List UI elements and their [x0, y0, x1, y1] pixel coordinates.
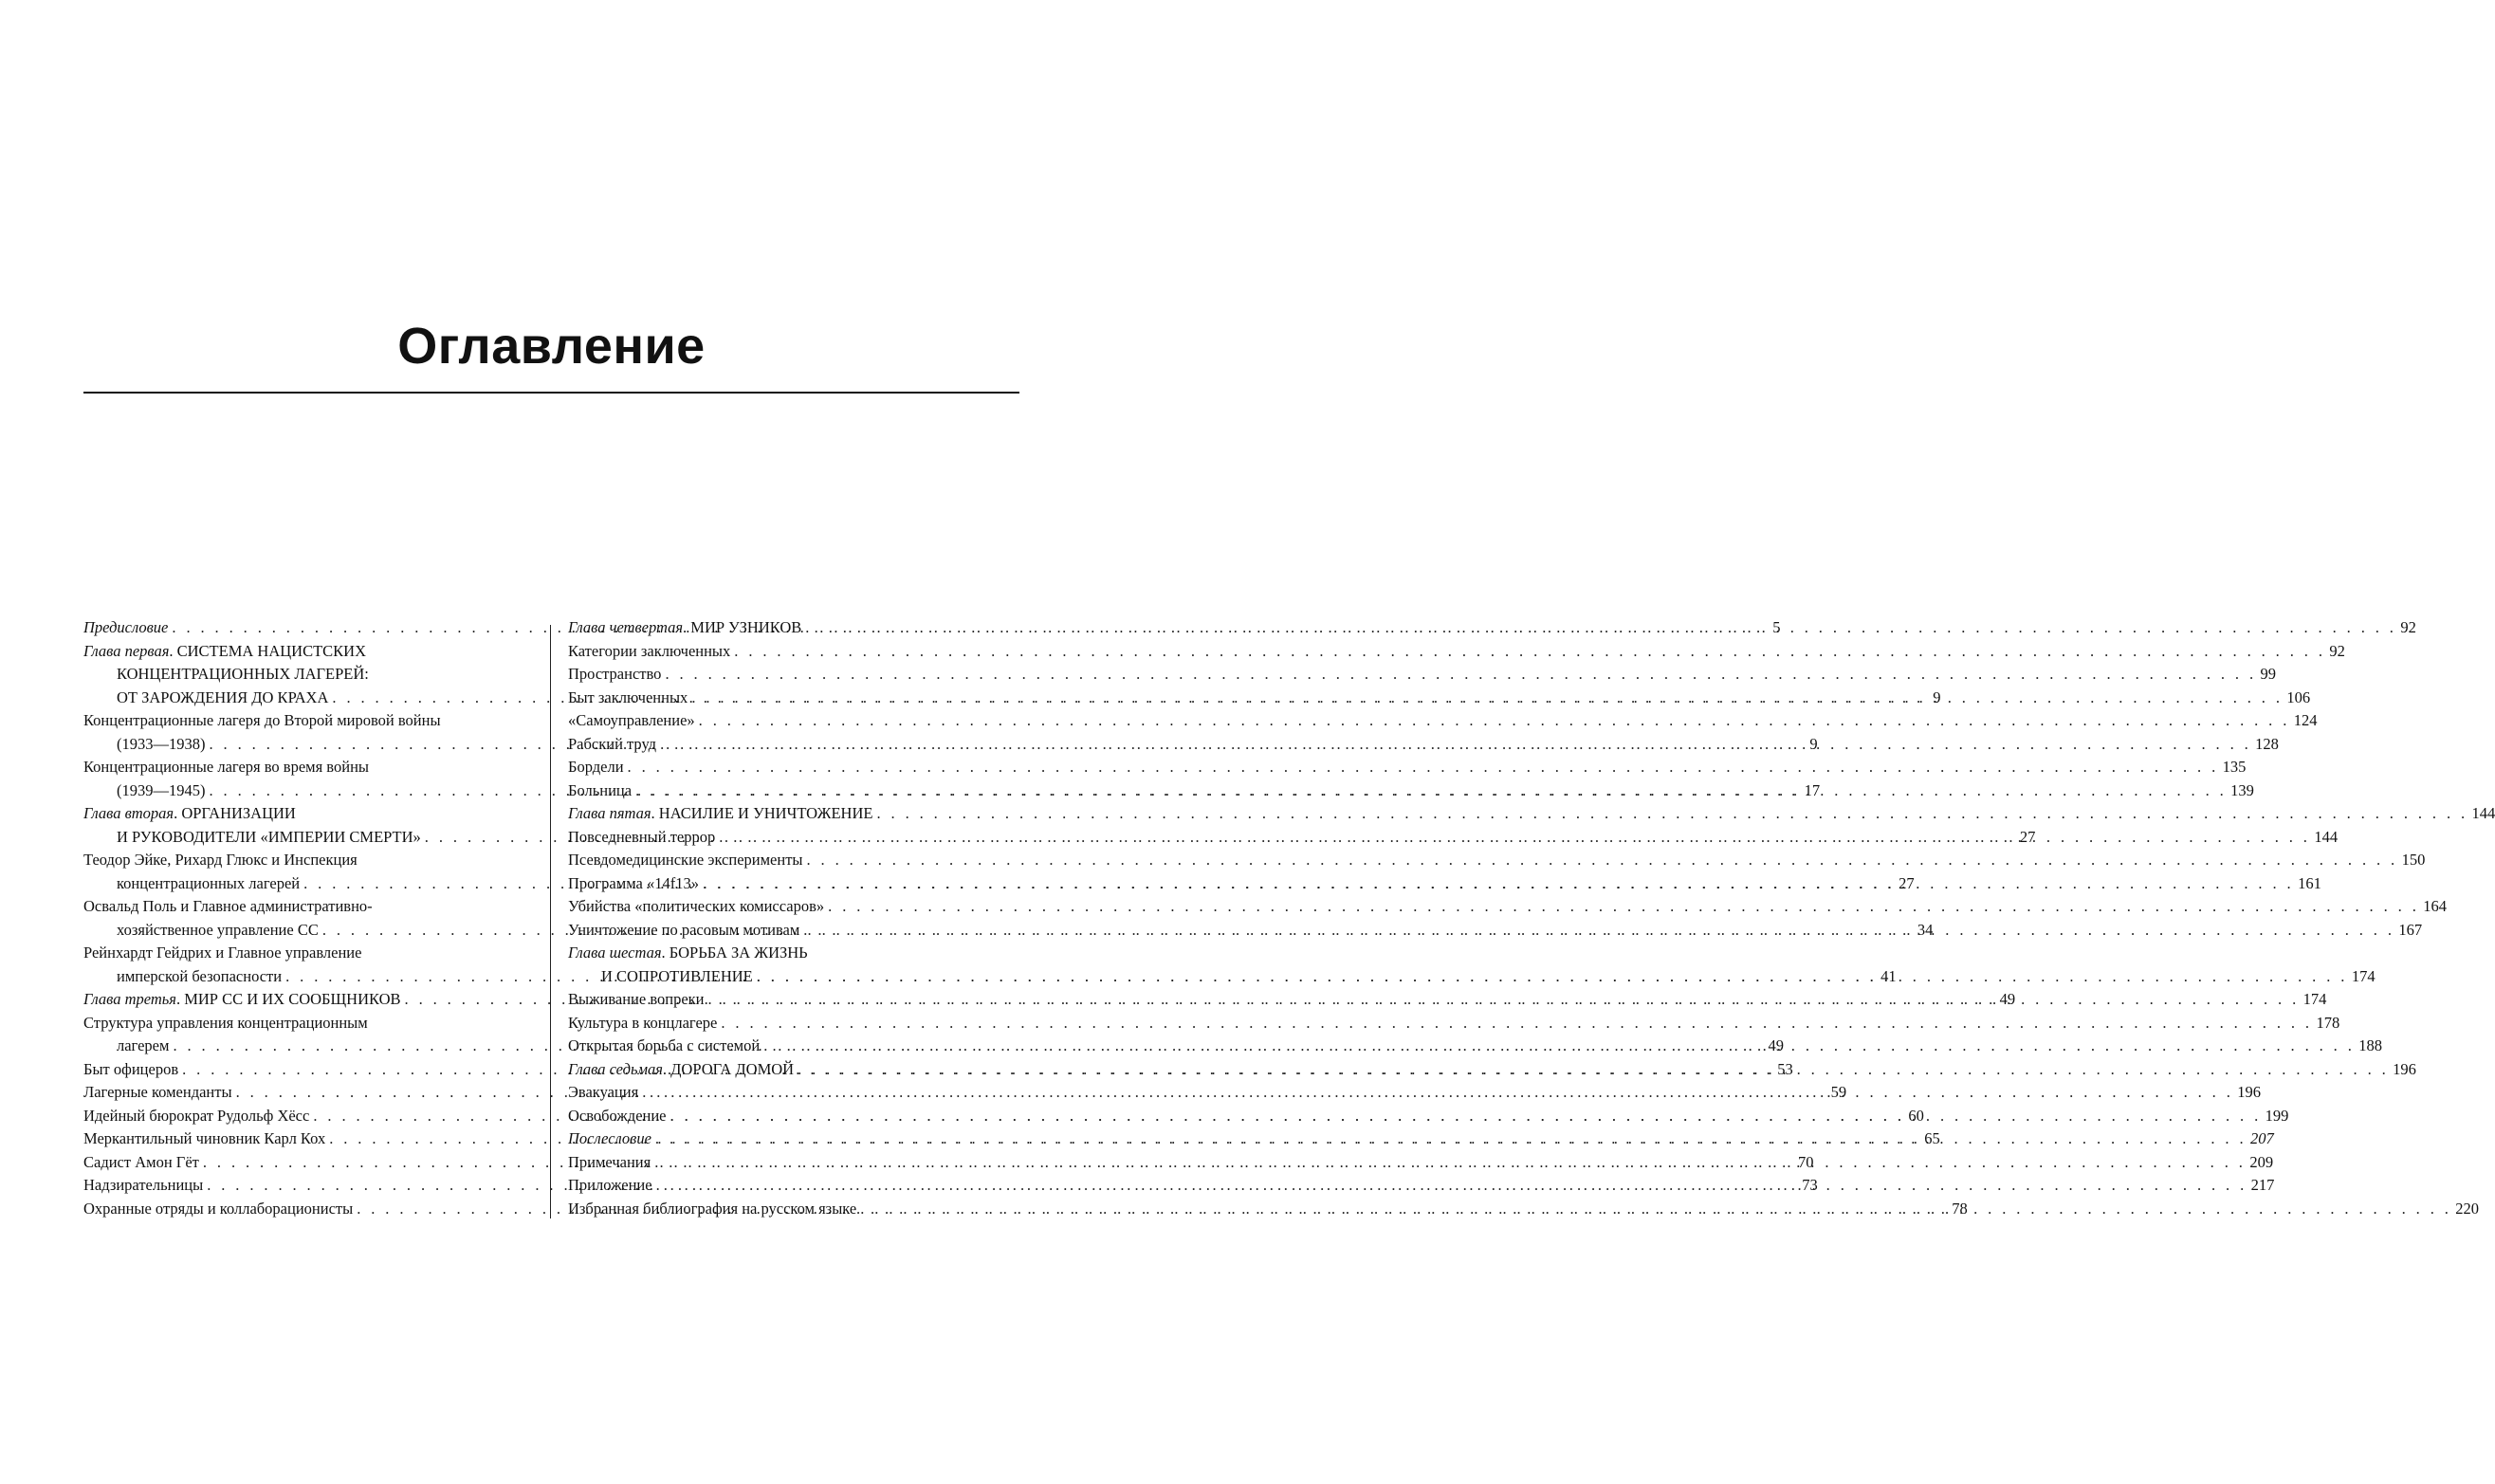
toc-entry-title — [83, 1081, 232, 1105]
toc-entry-label: ОТ ЗАРОЖДЕНИЯ ДО КРАХА — [117, 687, 329, 706]
toc-entry-label: КОНЦЕНТРАЦИОННЫХ ЛАГЕРЕЙ: — [117, 665, 369, 683]
toc-entry-label: Концентрационные лагеря во время войны — [83, 758, 369, 776]
toc-entry-title — [83, 709, 441, 733]
toc-entry — [568, 756, 2247, 779]
toc-entry-label: Структура управления концентрационным — [83, 1013, 368, 1032]
toc-entry-label: Охранные отряды и коллаборационисты — [83, 1199, 354, 1218]
toc-entry-label: Рейнхардт Гейдрих и Главное управление — [83, 944, 362, 962]
toc-entry-page-number: 139 — [2230, 780, 2254, 799]
toc-entry-label: Освальд Поль и Главное административно- — [83, 897, 373, 915]
dot-leader — [803, 919, 2394, 943]
toc-entry-page-number: 9 — [1933, 687, 1941, 706]
toc-entry-title — [568, 1151, 651, 1175]
dot-leader — [807, 849, 2398, 872]
toc-entry-title — [117, 687, 328, 710]
toc-entry-label: Надзирательницы — [83, 1176, 204, 1194]
toc-entry-title — [117, 872, 300, 896]
dot-leader — [691, 687, 2283, 710]
toc-entry-prefix: Глава третья — [83, 990, 176, 1008]
toc-entry-label: Лагерные коменданты — [83, 1083, 232, 1101]
toc-entry — [568, 640, 2345, 664]
toc-entry-label: «Самоуправление» — [568, 711, 695, 729]
toc-entry-label: Больница — [568, 780, 633, 799]
toc-entry-page-number: 124 — [2293, 711, 2318, 729]
toc-entry — [83, 663, 533, 687]
toc-entry-label: Эвакуация — [568, 1083, 639, 1101]
toc-entry-label: Рабский труд — [568, 734, 657, 753]
toc-entry-label: . МИР СС И ИХ СООБЩНИКОВ — [175, 990, 401, 1008]
toc-entry-title — [568, 1174, 652, 1198]
toc-entry-title — [83, 1058, 178, 1082]
toc-entry-title — [568, 895, 824, 919]
toc-entry-label: Теодор Эйке, Рихард Глюкс и Инспекция — [83, 851, 358, 869]
page-title: Оглавление — [397, 318, 706, 375]
toc-entry-title — [568, 988, 705, 1012]
toc-entry-title — [83, 756, 369, 779]
toc-entry — [83, 709, 533, 733]
toc-entry-label: Приложение — [568, 1176, 652, 1194]
toc-entry-label: Быт офицеров — [83, 1059, 179, 1078]
toc-entry-title — [83, 942, 361, 965]
dot-leader — [654, 1151, 2246, 1175]
toc-entry — [83, 849, 533, 872]
dot-leader — [660, 733, 2251, 757]
toc-entry-label: . ДОРОГА ДОМОЙ — [662, 1059, 795, 1078]
toc-entry — [568, 802, 2495, 826]
toc-entry-title — [83, 1198, 353, 1221]
toc-entry-page-number: 59 — [1830, 1083, 1847, 1101]
toc-entry-prefix: Глава шестая — [568, 944, 662, 962]
toc-entry-page-number: 188 — [2358, 1036, 2383, 1054]
toc-entry-label: . СИСТЕМА НАЦИСТСКИХ — [169, 641, 367, 660]
toc-entry-title — [568, 616, 801, 640]
toc-entry-prefix: Глава вторая — [83, 804, 174, 822]
toc-entry-title — [568, 709, 695, 733]
toc-entry-label: . НАСИЛИЕ И УНИЧТОЖЕНИЕ — [651, 804, 873, 822]
toc-entry-title — [568, 640, 730, 664]
toc-entry-label: Убийства «политических комиссаров» — [568, 897, 825, 915]
toc-entry-label: концентрационных лагерей — [117, 873, 301, 892]
toc-entry — [568, 616, 2416, 640]
dot-leader — [719, 826, 2310, 850]
toc-entry-title — [83, 1151, 199, 1175]
toc-entry-page-number: 92 — [2329, 641, 2345, 660]
toc-entry-page-number: 144 — [2471, 804, 2495, 822]
toc-entry-page-number: 73 — [1802, 1176, 1818, 1194]
toc-entry-title — [568, 687, 688, 710]
dot-leader — [656, 1174, 2247, 1198]
toc-entry-title — [83, 1174, 203, 1198]
toc-entry-page-number: 167 — [2398, 920, 2423, 939]
toc-entry — [568, 849, 2426, 872]
toc-entry-title — [568, 872, 699, 896]
toc-entry-label: Категории заключенных — [568, 641, 731, 660]
toc-entry — [568, 687, 2311, 710]
toc-entry-label: лагерем — [117, 1036, 170, 1054]
toc-entry-page-number: 144 — [2314, 827, 2339, 846]
toc-entry-title — [117, 965, 282, 989]
toc-entry-title — [568, 779, 632, 803]
toc-entry-title — [568, 663, 661, 687]
toc-entry-prefix: Послесловие — [568, 1129, 651, 1147]
dot-leader — [734, 640, 2325, 664]
toc-entry-page-number: 60 — [1908, 1106, 1924, 1125]
toc-entry-page-number: 196 — [2393, 1059, 2416, 1078]
toc-entry-page-number: 99 — [2260, 665, 2277, 683]
dot-leader — [798, 1058, 2389, 1082]
toc-entry-label: И РУКОВОДИТЕЛИ «ИМПЕРИИ СМЕРТИ» — [117, 827, 421, 846]
toc-entry-page-number: 17 — [1804, 780, 1821, 799]
dot-leader — [876, 802, 2467, 826]
toc-entry-page-number: 49 — [1768, 1036, 1785, 1054]
toc-entry-label: Открытая борьба с системой — [568, 1036, 761, 1054]
dot-leader — [670, 1105, 2262, 1128]
dot-leader — [628, 756, 2219, 779]
toc-entry-prefix: Предисловие — [83, 618, 169, 636]
toc-entry-label: . БОРЬБА ЗА ЖИЗНЬ — [661, 944, 808, 962]
toc-entry-title — [568, 1035, 760, 1058]
toc-entry — [568, 709, 2318, 733]
toc-entry-title — [568, 1012, 717, 1035]
toc-entry-title — [568, 802, 872, 826]
toc-entry — [83, 1012, 533, 1035]
toc-entry-label: Выживание вопреки — [568, 990, 705, 1008]
toc-entry-title — [568, 1058, 794, 1082]
toc-entry-label: хозяйственное управление СС — [117, 920, 319, 939]
toc-entry-label: Культура в концлагере — [568, 1013, 718, 1032]
toc-entry-label: имперской безопасности — [117, 966, 283, 985]
toc-entry-title — [568, 1198, 856, 1221]
toc-entry-prefix: Глава четвертая — [568, 618, 684, 636]
toc-entry-title — [568, 849, 803, 872]
dot-leader — [703, 872, 2294, 896]
toc-entry-label: Идейный бюрократ Рудольф Хёсс — [83, 1106, 310, 1125]
toc-entry-title — [568, 1081, 638, 1105]
toc-entry-page-number: 65 — [1924, 1129, 1940, 1147]
toc-entry-page-number: 78 — [1952, 1199, 1968, 1218]
dot-leader — [763, 1035, 2355, 1058]
toc-entry-title — [117, 826, 421, 850]
toc-entry-title — [117, 663, 369, 687]
dot-leader — [805, 616, 2396, 640]
toc-entry-label: . МИР УЗНИКОВ — [683, 618, 802, 636]
toc-entry-label: Избранная библиография на русском языке — [568, 1199, 857, 1218]
toc-entry — [83, 802, 533, 826]
toc-entry-page-number: 174 — [2351, 966, 2376, 985]
toc-entry-title — [83, 1127, 325, 1151]
toc-entry-page-number: 178 — [2316, 1013, 2340, 1032]
dot-leader — [642, 1081, 2233, 1105]
toc-entry-label: Уничтожение по расовым мотивам — [568, 920, 800, 939]
dot-leader — [665, 663, 2256, 687]
toc-entry-title — [83, 640, 366, 664]
toc-entry-page-number: 34 — [1917, 920, 1934, 939]
toc-entry-title — [568, 1127, 651, 1151]
toc-entry-page-number: 128 — [2255, 734, 2279, 753]
toc-entry-title — [568, 826, 715, 850]
toc-entry — [568, 663, 2277, 687]
toc-entry-page-number: 207 — [2249, 1129, 2274, 1147]
toc-entry-prefix: Глава пятая — [568, 804, 651, 822]
toc-entry-title — [83, 895, 373, 919]
toc-entry-page-number: 49 — [1999, 990, 2016, 1008]
toc-entry-label: (1933—1938) — [117, 734, 206, 753]
toc-entry-page-number: 174 — [2302, 990, 2327, 1008]
toc-entry-title — [568, 756, 624, 779]
toc-entry-page-number: 217 — [2250, 1176, 2275, 1194]
toc-entry-label: Примечания — [568, 1152, 651, 1171]
toc-entry-page-number: 135 — [2222, 758, 2247, 776]
toc-entry-title — [83, 616, 168, 640]
toc-entry-label: Освобождение — [568, 1106, 667, 1125]
toc-entry-label: (1939—1945) — [117, 780, 206, 799]
toc-entry — [83, 942, 533, 965]
toc-entry-label: Концентрационные лагеря до Второй мировой войны — [83, 711, 441, 729]
toc-entry-title — [568, 1105, 667, 1128]
toc-entry-label: Быт заключенных — [568, 687, 688, 706]
toc-entry — [568, 733, 2279, 757]
toc-entry-page-number: 9 — [1809, 734, 1818, 753]
dot-leader — [635, 779, 2227, 803]
toc-entry-title — [117, 779, 206, 803]
toc-entry-page-number: 199 — [2265, 1106, 2289, 1125]
dot-leader — [708, 988, 2300, 1012]
toc-entry-title — [117, 919, 319, 943]
toc-entry-title — [83, 849, 358, 872]
toc-entry-page-number: 27 — [2019, 827, 2036, 846]
toc-entry-page-number: 27 — [1899, 873, 1915, 892]
toc-entry-page-number: 53 — [1777, 1059, 1793, 1078]
toc-entry-page-number: 220 — [2455, 1199, 2480, 1218]
toc-entry-label: Меркантильный чиновник Карл Кох — [83, 1129, 326, 1147]
toc-entry-title — [568, 942, 808, 965]
toc-entry-title — [83, 802, 296, 826]
toc-entry — [568, 1012, 2340, 1035]
toc-entry-title — [568, 733, 656, 757]
toc-entry — [568, 942, 1018, 965]
toc-entry-page-number: 92 — [2400, 618, 2416, 636]
toc-entry-label: И СОПРОТИВЛЕНИЕ — [601, 966, 753, 985]
toc-entry-title — [117, 1035, 169, 1058]
toc-entry-label: Садист Амон Гёт — [83, 1152, 199, 1171]
toc-entry-title — [568, 919, 799, 943]
toc-entry — [568, 895, 2447, 919]
dot-leader — [655, 1127, 2247, 1151]
column-divider — [550, 625, 551, 1218]
toc-entry-label: Псевдомедицинские эксперименты — [568, 851, 803, 869]
toc-entry-title — [83, 1012, 368, 1035]
toc-entry-page-number: 106 — [2286, 687, 2311, 706]
dot-leader — [860, 1198, 2451, 1221]
toc-entry-title — [117, 733, 206, 757]
toc-entry-label: Программа «14f13» — [568, 873, 699, 892]
toc-entry — [83, 640, 533, 664]
toc-entry-page-number: 164 — [2423, 897, 2447, 915]
toc-entry-prefix: Глава седьмая — [568, 1059, 663, 1078]
toc-entry-page-number: 150 — [2401, 851, 2426, 869]
toc-entry-page-number: 196 — [2237, 1083, 2262, 1101]
toc-entry-label: Повседневный террор — [568, 827, 716, 846]
toc-entry-title — [83, 1105, 309, 1128]
title-rule — [83, 392, 1019, 394]
toc-entry-title — [83, 988, 401, 1012]
toc-entry-page-number: 41 — [1880, 966, 1897, 985]
toc-entry — [83, 895, 533, 919]
dot-leader — [721, 1012, 2312, 1035]
toc-entry-page-number: 70 — [1797, 1152, 1814, 1171]
dot-leader — [828, 895, 2419, 919]
toc-entry-label: . ОРГАНИЗАЦИИ — [174, 804, 296, 822]
toc-entry-title — [601, 965, 753, 989]
toc-entry — [83, 756, 533, 779]
toc-entry-page-number: 161 — [2298, 873, 2321, 892]
toc-entry-label: Пространство — [568, 665, 662, 683]
toc-entry-page-number: 5 — [1772, 618, 1781, 636]
toc-entry-page-number: 209 — [2249, 1152, 2274, 1171]
toc-entry-label: Бордели — [568, 758, 624, 776]
toc-entry-prefix: Глава первая — [83, 641, 170, 660]
dot-leader — [757, 965, 2348, 989]
dot-leader — [699, 709, 2290, 733]
